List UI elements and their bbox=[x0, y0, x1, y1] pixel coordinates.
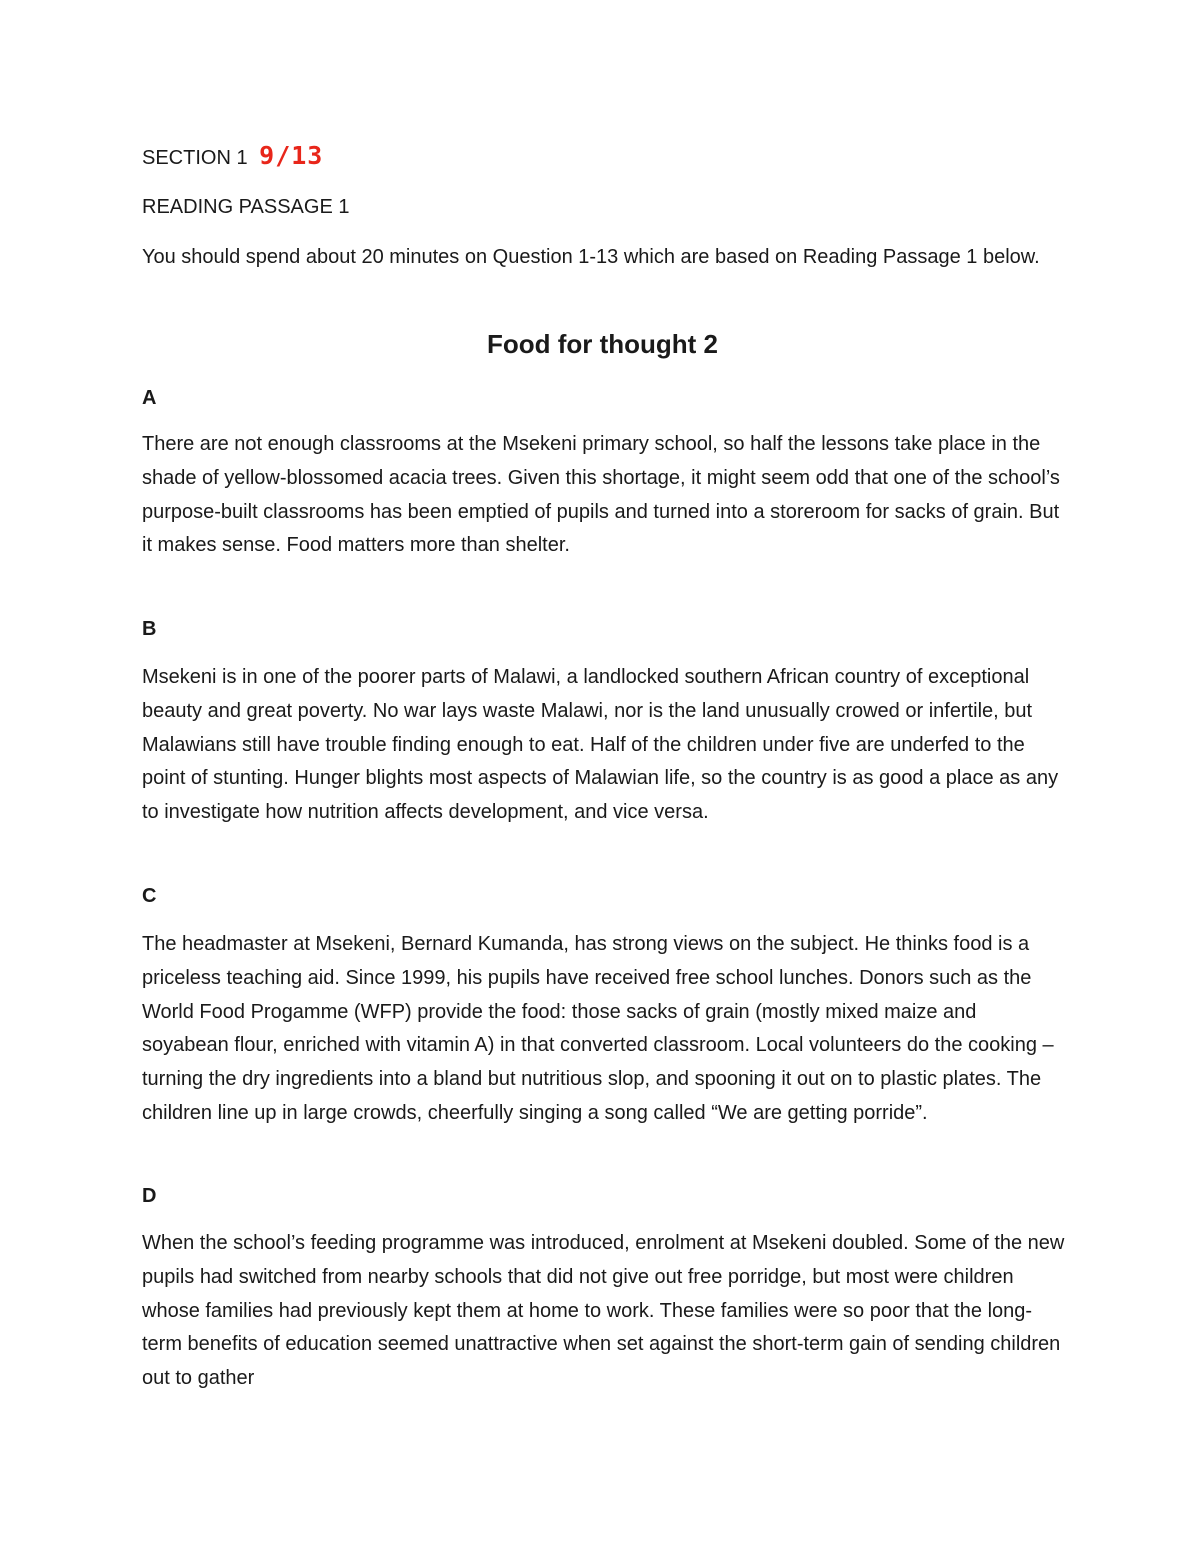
instructions-text: You should spend about 20 minutes on Question 1-13 which are based on Reading Passage 1 below. bbox=[142, 246, 1040, 268]
paragraph-letter-c: C bbox=[142, 885, 157, 907]
paragraph-c: The headmaster at Msekeni, Bernard Kumanda, has strong views on the subject. He thinks food is a priceless teaching aid. Since 1999, his pupils have received free school lunches. Donors such as the World Food Progamme (WFP) provide the food: those sacks of grain (mostly mixed maize and soyabean flour, enriched with vitamin A) in that converted classroom. Local volunteers do the cooking – turning the dry ingredients into a bland but nutritious slop, and spooning it out on to plastic plates. The children line up in large crowds, cheerfully singing a song called “We are getting porride”. bbox=[142, 933, 1054, 1124]
section-label: SECTION 1 bbox=[142, 147, 248, 169]
section-heading bbox=[142, 138, 323, 176]
paragraph-letter-b: B bbox=[142, 618, 157, 640]
paragraph-letter-a: A bbox=[142, 387, 157, 409]
reading-passage-label: READING PASSAGE 1 bbox=[142, 196, 350, 218]
paragraph-b: Msekeni is in one of the poorer parts of Malawi, a landlocked southern African country of exceptional beauty and great poverty. No war lays waste Malawi, nor is the land unusually crowed or infertile, but Malawians still have trouble finding enough to eat. Half of the children under five are underfed to the point of stunting. Hunger blights most aspects of Malawian life, so the country is as good a place as any to investigate how nutrition affects development, and vice versa. bbox=[142, 666, 1059, 824]
paragraph-a: There are not enough classrooms at the Msekeni primary school, so half the lessons take place in the shade of yellow-blossomed acacia trees. Given this shortage, it might seem odd that one of the school’s purpose-built classrooms has been emptied of pupils and turned into a storeroom for sacks of grain. But it makes sense. Food matters more than shelter. bbox=[142, 433, 1060, 557]
passage-title: Food for thought 2 bbox=[486, 329, 719, 359]
paragraph-d: When the school’s feeding programme was introduced, enrolment at Msekeni doubled. Some of the new pupils had switched from nearby schools that did not give out free porridge, but most were children whose families had previously kept them at home to work. These families were so poor that the long-term benefits of education seemed unattractive when set against the short-term gain of sending children out to gather bbox=[142, 1232, 1065, 1390]
paragraph-letter-d: D bbox=[142, 1185, 157, 1207]
handwritten-score: 9/13 bbox=[259, 141, 324, 170]
